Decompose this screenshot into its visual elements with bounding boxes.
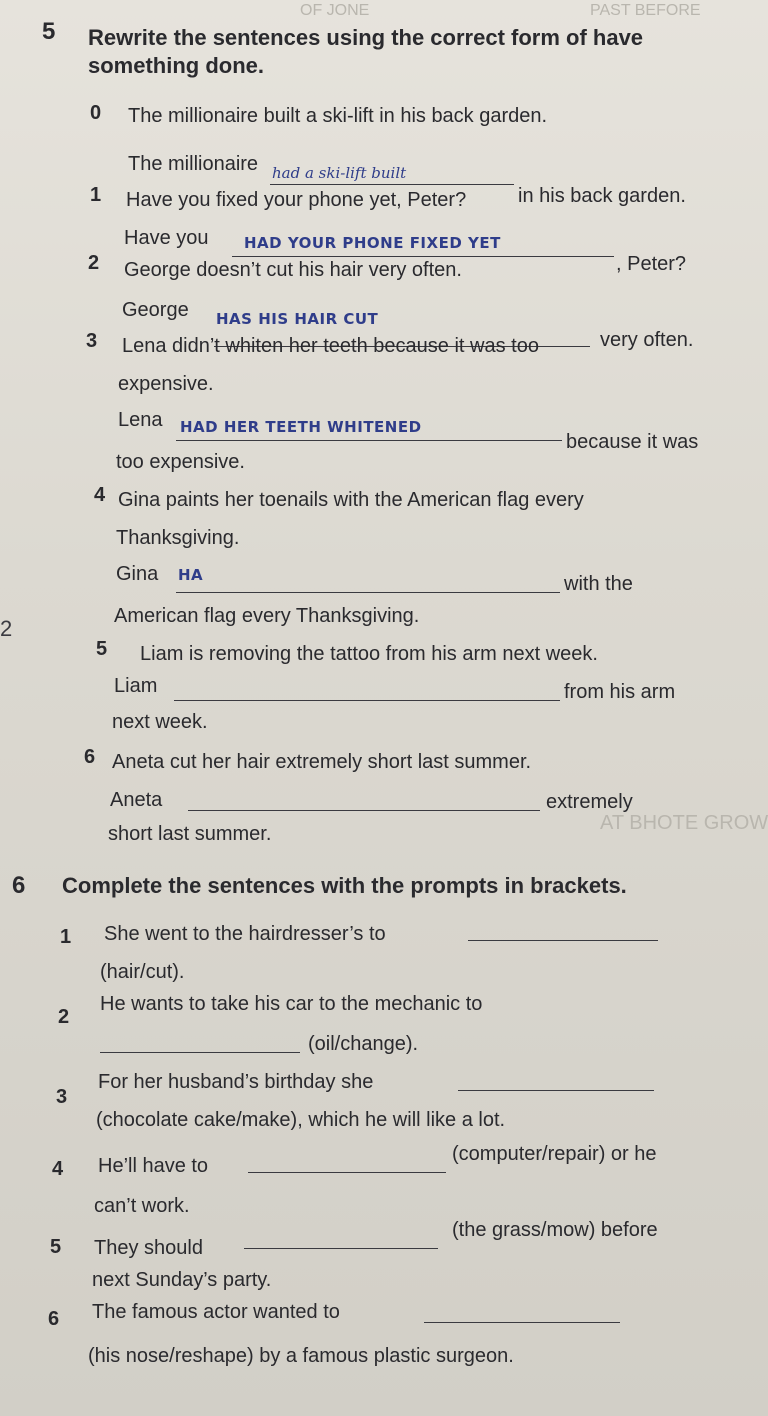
rewrite-suffix: with the: [564, 573, 633, 595]
item-number: 4: [52, 1158, 64, 1180]
handwritten-answer: HAD YOUR PHONE FIXED YET: [244, 234, 501, 252]
item-sentence: Aneta cut her hair extremely short last summer.: [112, 751, 532, 773]
item-prompt: (chocolate cake/make), which he will like a lot.: [96, 1109, 506, 1131]
item-number: 2: [58, 1006, 70, 1028]
item-prompt: (oil/change).: [308, 1033, 419, 1055]
item-prompt: (the grass/mow) before: [452, 1219, 658, 1241]
rewrite-prefix: Lena: [118, 409, 163, 431]
item-number: 1: [60, 926, 72, 948]
answer-line: [244, 1248, 438, 1249]
rewrite-suffix: from his arm: [564, 681, 676, 703]
item-sentence-line1: Lena didn’t whiten her teeth because it was too: [122, 335, 539, 357]
item-number: 0: [90, 102, 102, 124]
item-sentence-line2: Thanksgiving.: [116, 527, 240, 549]
item-text: They should: [94, 1237, 203, 1259]
item-prompt: (hair/cut).: [100, 961, 185, 983]
rewrite-suffix: extremely: [546, 791, 633, 813]
item-sentence: The millionaire built a ski-lift in his back garden.: [128, 105, 548, 127]
rewrite-prefix: Aneta: [110, 789, 163, 811]
item-sentence: George doesn’t cut his hair very often.: [124, 259, 462, 281]
item-sentence: Liam is removing the tattoo from his arm next week.: [140, 643, 598, 665]
exercise-title: Complete the sentences with the prompts in brackets.: [62, 873, 627, 898]
answer-line: [176, 592, 560, 593]
rewrite-suffix: , Peter?: [616, 253, 687, 275]
rewrite-suffix-line2: short last summer.: [108, 823, 272, 845]
item-number: 2: [88, 252, 100, 274]
item-text-line2: next Sunday’s party.: [92, 1269, 272, 1291]
answer-line: [248, 1172, 446, 1173]
item-sentence-line2: expensive.: [118, 373, 214, 395]
item-number: 5: [50, 1236, 62, 1258]
bleed-text-top-right: PAST BEFORE: [590, 2, 701, 19]
item-number: 6: [48, 1308, 60, 1330]
bleed-text-right: AT BHOTE GROW: [600, 812, 768, 834]
answer-line: [100, 1052, 300, 1053]
handwritten-answer: HAD HER TEETH WHITENED: [180, 418, 422, 436]
item-number: 3: [56, 1086, 68, 1108]
item-text: She went to the hairdresser’s to: [104, 923, 386, 945]
rewrite-suffix: because it was: [566, 431, 699, 453]
item-number: 3: [86, 330, 98, 352]
rewrite-suffix: very often.: [600, 329, 694, 351]
rewrite-prefix: George: [122, 299, 189, 321]
rewrite-prefix: Have you: [124, 227, 209, 249]
item-number: 4: [94, 484, 106, 506]
answer-line: [188, 810, 540, 811]
rewrite-suffix: in his back garden.: [518, 185, 686, 207]
item-text: He’ll have to: [98, 1155, 209, 1177]
exercise-number: 5: [42, 18, 56, 45]
item-number: 1: [90, 184, 102, 206]
answer-line: [232, 256, 614, 257]
item-text: He wants to take his car to the mechanic to: [100, 993, 483, 1015]
rewrite-prefix: Gina: [116, 563, 159, 585]
item-sentence-line1: Gina paints her toenails with the American flag every: [118, 489, 584, 511]
item-number: 5: [96, 638, 108, 660]
answer-line: [468, 940, 658, 941]
rewrite-prefix: Liam: [114, 675, 158, 697]
answer-line: [424, 1322, 620, 1323]
item-text: For her husband’s birthday she: [98, 1071, 374, 1093]
rewrite-suffix-line2: American flag every Thanksgiving.: [114, 605, 420, 627]
answer-line: [270, 184, 514, 185]
rewrite-prefix: The millionaire: [128, 153, 259, 175]
item-sentence: Have you fixed your phone yet, Peter?: [126, 189, 467, 211]
exercise-title: Rewrite the sentences using the correct form of have something done.: [88, 25, 644, 78]
margin-mark: 2: [0, 616, 13, 641]
handwritten-answer: had a ski-lift built: [272, 164, 407, 182]
rewrite-suffix-line2: next week.: [112, 711, 208, 733]
item-text-line2: can’t work.: [94, 1195, 190, 1217]
item-prompt: (his nose/reshape) by a famous plastic surgeon.: [88, 1345, 514, 1367]
bleed-text-top: OF JONE: [300, 2, 370, 19]
handwritten-answer: HAS HIS HAIR CUT: [216, 310, 379, 328]
exercise-number: 6: [12, 872, 26, 899]
item-prompt: (computer/repair) or he: [452, 1143, 657, 1165]
item-text: The famous actor wanted to: [92, 1301, 340, 1323]
answer-line: [458, 1090, 654, 1091]
answer-line: [176, 440, 562, 441]
rewrite-suffix-line2: too expensive.: [116, 451, 245, 473]
item-number: 6: [84, 746, 96, 768]
handwritten-answer: HA: [178, 566, 204, 584]
answer-line: [174, 700, 560, 701]
